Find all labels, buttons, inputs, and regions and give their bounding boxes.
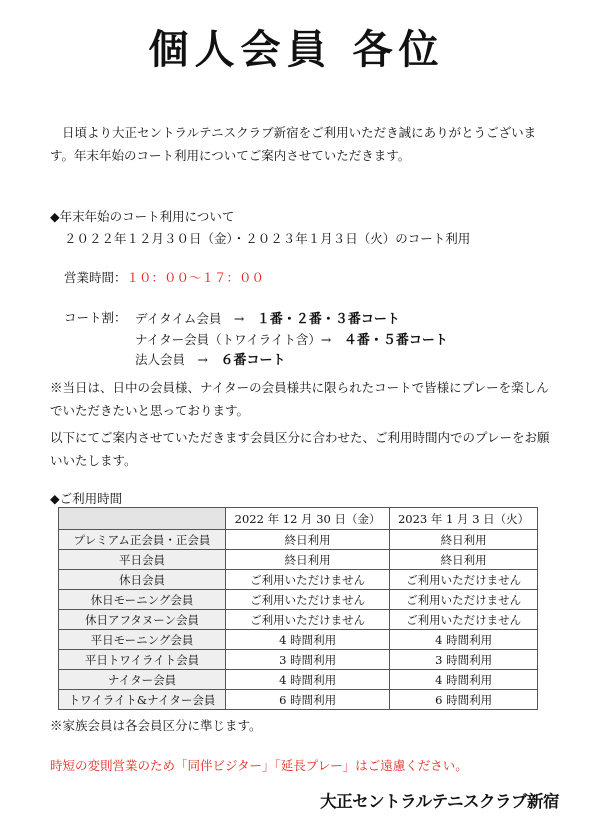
table-cell: 終日利用 [390,550,538,570]
hours-value: １０：００～１７：００ [126,270,265,285]
table-cell: ご利用いただけません [390,590,538,610]
table-header-row [59,508,538,530]
table-row [59,670,538,690]
table-cell: 3 時間利用 [226,650,390,670]
member-type-cell: 休日アフタヌーン会員 [59,610,226,630]
member-type-cell: 平日トワイライト会員 [59,650,226,670]
table-row [59,570,538,590]
table-cell: 終日利用 [226,530,390,550]
member-type-cell: 平日会員 [59,550,226,570]
table-cell: ご利用いただけません [390,570,538,590]
table-header-date: 2023 年 1 月 3 日（火） [390,508,538,530]
court-assignment: ６番コート [220,353,286,368]
table-row [59,610,538,630]
court-member: デイタイム会員 → [135,311,257,326]
member-type-cell: 休日会員 [59,570,226,590]
table-cell: 4 時間利用 [226,630,390,650]
table-cell: 4 時間利用 [390,630,538,650]
table-row [59,630,538,650]
table-cell: ご利用いただけません [390,610,538,630]
table-cell: ご利用いただけません [226,610,390,630]
court-member: ナイター会員（トワイライト含）→ [135,332,344,347]
table-row [59,530,538,550]
visitor-notice: 時短の変則営業のため「同伴ビジター」「延長プレー」はご遠慮ください。 [50,758,468,773]
court-row [135,349,286,368]
table-header-date: 2022 年 12 月 30 日（金） [226,508,390,530]
family-member-note: ※家族会員は各会員区分に準じます。 [50,718,262,733]
table-cell: 終日利用 [390,530,538,550]
member-type-cell: 休日モーニング会員 [59,590,226,610]
guide-paragraph: 以下にてご案内させていただきます会員区分に合わせた、ご利用時間内でのプレーをお願いいたします。 [50,430,550,468]
table-cell: ご利用いただけません [226,570,390,590]
table-cell: 6 時間利用 [226,690,390,710]
member-type-cell: プレミアム正会員・正会員 [59,530,226,550]
table-cell: 4 時間利用 [226,670,390,690]
period-text: ２０２２年１２月３０日（金）・２０２３年１月３日（火）のコート利用 [64,231,471,246]
section-heading-usage-time: ◆ご利用時間 [50,491,123,506]
table-row [59,690,538,710]
court-assignment: １番・２番・３番コート [256,312,400,327]
note-paragraph: ※当日は、日中の会員様、ナイターの会員様共に限られたコートで皆様にプレーを楽しんでいただきたいと思っております。 [50,380,549,418]
section-heading-court-use: ◆年末年始のコート利用について [50,209,235,224]
table-cell: ご利用いただけません [226,590,390,610]
court-row [135,329,448,348]
usage-time-table [58,507,538,710]
member-type-cell: トワイライト&ナイター会員 [59,690,226,710]
court-label: コート割： [64,310,127,325]
table-cell: 4 時間利用 [390,670,538,690]
club-logo: 大正セントラルテニスクラブ新宿 [320,792,559,811]
member-type-cell: ナイター会員 [59,670,226,690]
court-assignment: ４番・５番コート [343,333,448,348]
court-member: 法人会員 → [135,352,221,367]
hours-label: 営業時間： [64,270,127,285]
court-row [135,308,400,327]
table-cell: 3 時間利用 [390,650,538,670]
table-row [59,550,538,570]
table-cell: 6 時間利用 [390,690,538,710]
table-row [59,590,538,610]
table-cell: 終日利用 [226,550,390,570]
intro-paragraph: 日頃より大正セントラルテニスクラブ新宿をご利用いただき誠にありがとうございます。年末年始のコート利用についてご案内させていただきます。 [50,125,537,163]
member-type-cell: 平日モーニング会員 [59,630,226,650]
table-header-corner [59,508,226,530]
table-row [59,650,538,670]
page-title: 個人会員 各位 [148,27,445,73]
hours-row [64,268,264,286]
